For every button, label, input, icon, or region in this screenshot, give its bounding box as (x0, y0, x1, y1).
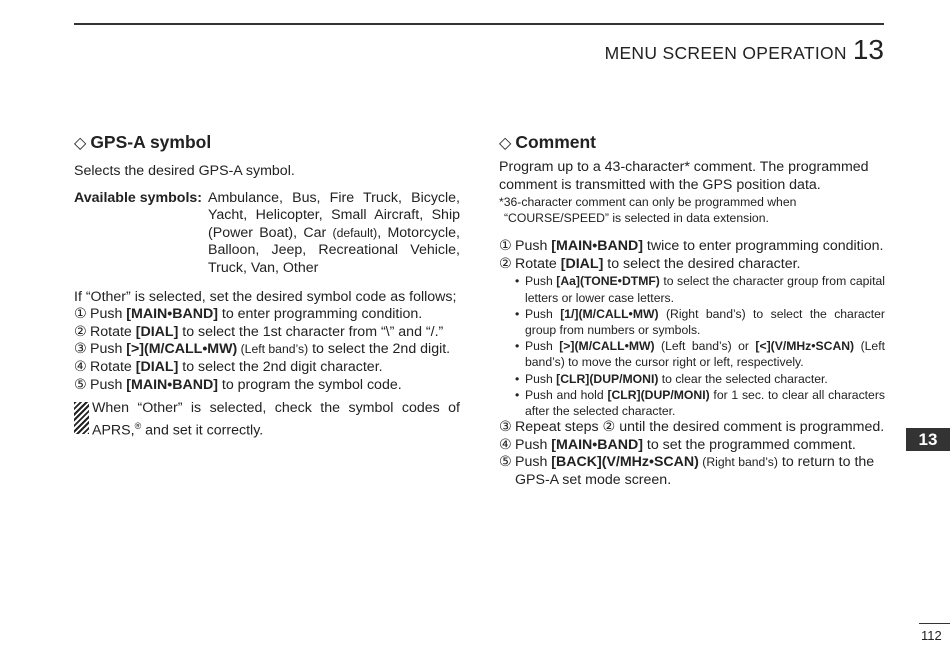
note-text: When “Other” is selected, check the symbol codes of APRS,® and set it correctly. (92, 400, 460, 439)
step-4: ④ Rotate [DIAL] to select the 2nd digit character. (74, 358, 383, 375)
step-5: ⑤ Push [BACK](V/MHz•SCAN) (Right band’s) to return to the GPS-A set mode screen. (499, 454, 875, 488)
step-5: ⑤ Push [MAIN•BAND] to program the symbol code. (74, 376, 402, 393)
step-3: ③ Repeat steps ② until the desired comment is programmed. (499, 419, 885, 436)
step-2: ② Rotate [DIAL] to select the desired character. (499, 255, 801, 272)
bullet-item: • Push [>](M/CALL•MW) (Left band’s) or [<](V/MHz•SCAN) (Left band’s) to move the cursor right or left, respectively. (515, 339, 885, 370)
step-2: ② Rotate [DIAL] to select the 1st character from “\” and “/.” (74, 323, 444, 340)
available-symbols (74, 190, 460, 278)
other-intro: If “Other” is selected, set the desired symbol code as follows; (74, 288, 457, 305)
intro-text: Selects the desired GPS-A symbol. (74, 163, 295, 179)
bullet-item: • Push and hold [CLR](DUP/MONI) for 1 sec. to clear all characters after the selected character. (515, 387, 885, 418)
chapter-label: MENU SCREEN OPERATION (604, 43, 847, 63)
step-3: ③ Push [>](M/CALL•MW) (Left band’s) to select the 2nd digit. (74, 341, 451, 358)
chapter-title (605, 34, 884, 66)
diamond-icon: ◇ (499, 135, 512, 152)
section-heading (499, 130, 885, 156)
step-4: ④ Push [MAIN•BAND] to set the programmed comment. (499, 436, 856, 453)
top-rule (74, 23, 884, 25)
page-number: 112 (921, 628, 942, 643)
heading-text: GPS-A symbol (90, 132, 212, 152)
bullet-item: • Push [1/](M/CALL•MW) (Right band’s) to select the character group from numbers or symbols. (515, 306, 885, 337)
section-heading (74, 130, 460, 156)
available-label: Available symbols: (74, 189, 202, 206)
step-1: ① Push [MAIN•BAND] to enter programming condition. (74, 306, 423, 323)
note (74, 400, 460, 440)
note-icon (74, 402, 89, 434)
diamond-icon: ◇ (74, 135, 87, 152)
bullet-item: • Push [Aa](TONE•DTMF) to select the character group from capital letters or lower case letters. (515, 274, 885, 305)
chapter-side-tab: 13 (906, 428, 950, 451)
bottom-rule (919, 623, 950, 624)
intro-text: Program up to a 43-character* comment. The programmed comment is transmitted with the GPS position data. (499, 159, 869, 193)
chapter-number: 13 (852, 34, 884, 65)
comment-section (499, 130, 885, 490)
gps-a-symbol-section (74, 130, 460, 440)
bullet-item: • Push [CLR](DUP/MONI) to clear the selected character. (515, 371, 828, 386)
heading-text: Comment (515, 132, 597, 152)
available-list: Ambulance, Bus, Fire Truck, Bicycle, Yacht, Helicopter, Small Aircraft, Ship (Power Boat), Car (default), Motorcycle, Balloon, Jeep, Recreational Vehicle, Truck, Van, Other (208, 189, 460, 276)
footnote: *36-character comment can only be programmed when “COURSE/SPEED” is selected in data extension. (499, 195, 797, 226)
step-1: ① Push [MAIN•BAND] twice to enter programming condition. (499, 238, 884, 255)
